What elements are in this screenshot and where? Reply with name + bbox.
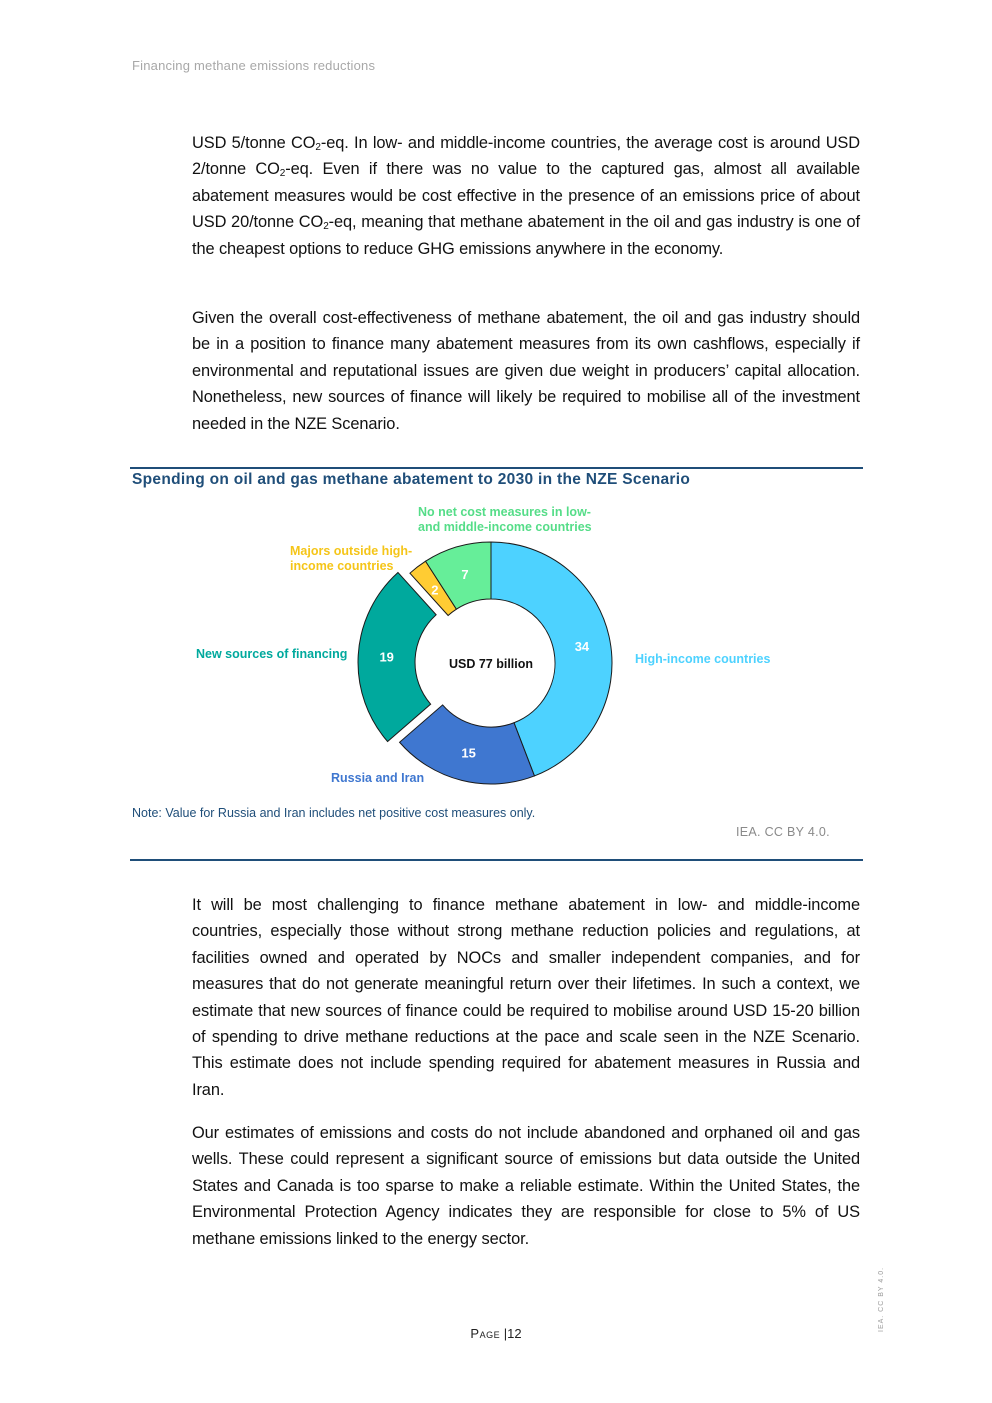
page-label: Page xyxy=(470,1326,501,1341)
page-number-value: 12 xyxy=(507,1326,522,1341)
slice-value-label: 7 xyxy=(461,567,469,583)
donut-center-label: USD 77 billion xyxy=(448,657,534,671)
slice-value-label: 15 xyxy=(461,745,476,761)
side-credit xyxy=(878,1266,892,1332)
figure-title: Spending on oil and gas methane abatement to 2030 in the NZE Scenario xyxy=(132,471,691,488)
category-label: Russia and Iran xyxy=(331,771,425,785)
figure-note: Note: Value for Russia and Iran includes net positive cost measures only. xyxy=(132,806,536,820)
page-separator: | xyxy=(503,1326,508,1341)
figure-top-rule xyxy=(130,467,863,469)
category-label: High-income countries xyxy=(635,652,771,666)
paragraph-3: It will be most challenging to finance methane abatement in low- and middle-income countries, especially those without strong methane reduction policies and regulations, at facilities owned and operated by NOCs and smaller independent companies, and for measures that do not generate meaningful return over their lifetimes. In such a context, we estimate that new sources of finance could be required to mobilise around USD 15-20 billion of spending to drive methane reductions at the pace and scale seen in the NZE Scenario. This estimate does not include spending required for abatement measures in Russia and Iran. xyxy=(192,896,860,1099)
figure-credit: IEA. CC BY 4.0. xyxy=(736,825,830,839)
slice-value-label: 19 xyxy=(379,649,394,665)
category-label: No net cost measures in low- and middle-income countries xyxy=(418,505,592,534)
category-label: New sources of financing xyxy=(196,647,348,661)
figure-bottom-rule xyxy=(130,859,863,861)
paragraph-1: USD 5/tonne $CO_2-eq$. In low- and middle-income countries, the average cost is around USD 2/tonne $CO_2-eq$. Even if there was no value to the captured gas, almost all available abatement measures would be cost effective in the presence of an emissions price of about USD 20/tonne $CO_2-eq$, meaning that methane abatement in the oil and gas industry is one of the cheapest options to reduce GHG emissions anywhere in the economy. xyxy=(192,134,861,258)
page-number xyxy=(0,1326,992,1341)
slice-value-label: 2 xyxy=(431,582,439,598)
side-credit-text: IEA. CC BY 4.0. xyxy=(878,1266,885,1332)
category-label: Majors outside high- income countries xyxy=(290,544,413,573)
paragraph-2: Given the overall cost-effectiveness of methane abatement, the oil and gas industry should be in a position to finance many abatement measures from its own cashflows, especially if environmental and reputational issues are given due weight in producers’ capital allocation. Nonetheless, new sources of finance will likely be required to mobilise all of the investment needed in the NZE Scenario. xyxy=(192,309,860,433)
running-header-title: Financing methane emissions reductions xyxy=(132,58,376,73)
donut-slice-new-sources-of-financing xyxy=(358,572,439,741)
donut-chart xyxy=(130,495,863,800)
slice-value-label: 34 xyxy=(574,639,590,655)
paragraph-4: Our estimates of emissions and costs do not include abandoned and orphaned oil and gas wells. These could represent a significant source of emissions but data outside the United States and Canada is too sparse to make a reliable estimate. Within the United States, the Environmental Protection Agency indicates they are responsible for close to 5% of US methane emissions linked to the energy sector. xyxy=(192,1124,860,1248)
